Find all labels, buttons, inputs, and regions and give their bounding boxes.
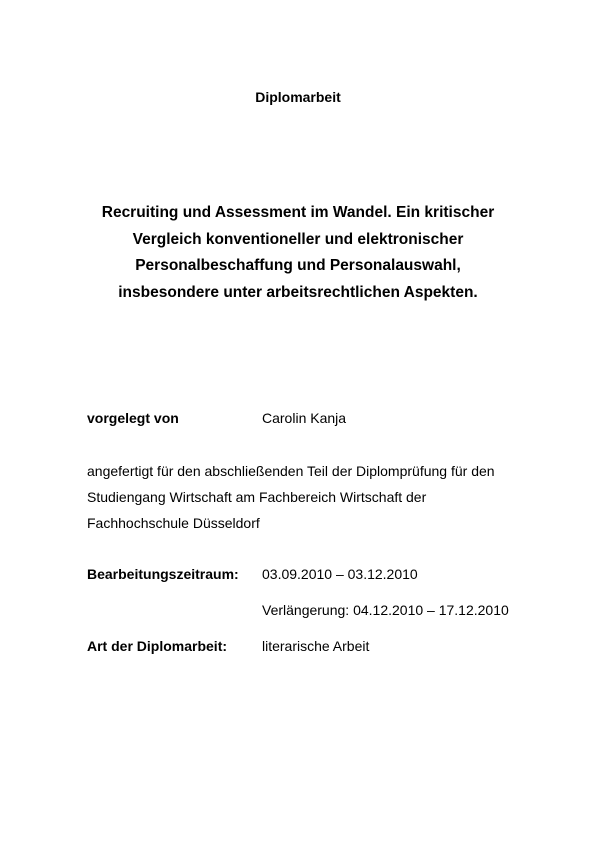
author-name: Carolin Kanja (262, 410, 347, 426)
thesis-title-line: Vergleich konventioneller und elektronischer (132, 230, 464, 248)
period-label: Bearbeitungszeitraum: (87, 566, 239, 582)
extension-value: Verlängerung: 04.12.2010 – 17.12.2010 (262, 602, 509, 618)
description-line: angefertigt für den abschließenden Teil der Diplomprüfung für den (87, 463, 495, 479)
thesis-title-line: insbesondere unter arbeitsrechtlichen Aspekten. (118, 283, 478, 301)
period-value: 03.09.2010 – 03.12.2010 (262, 566, 418, 582)
description-line: Fachhochschule Düsseldorf (87, 515, 260, 531)
thesis-title-line: Recruiting und Assessment im Wandel. Ein kritischer (101, 204, 495, 221)
description-line: Studiengang Wirtschaft am Fachbereich Wirtschaft der (87, 489, 427, 505)
thesis-kind-label: Art der Diplomarbeit: (87, 638, 228, 654)
thesis-kind-value: literarische Arbeit (262, 638, 370, 654)
thesis-description (87, 458, 547, 536)
document-type-heading: Diplomarbeit (255, 89, 341, 105)
thesis-title-line: Personalbeschaffung und Personalauswahl, (135, 257, 461, 274)
thesis-title (60, 200, 536, 306)
submitted-by-label: vorgelegt von (87, 410, 179, 426)
